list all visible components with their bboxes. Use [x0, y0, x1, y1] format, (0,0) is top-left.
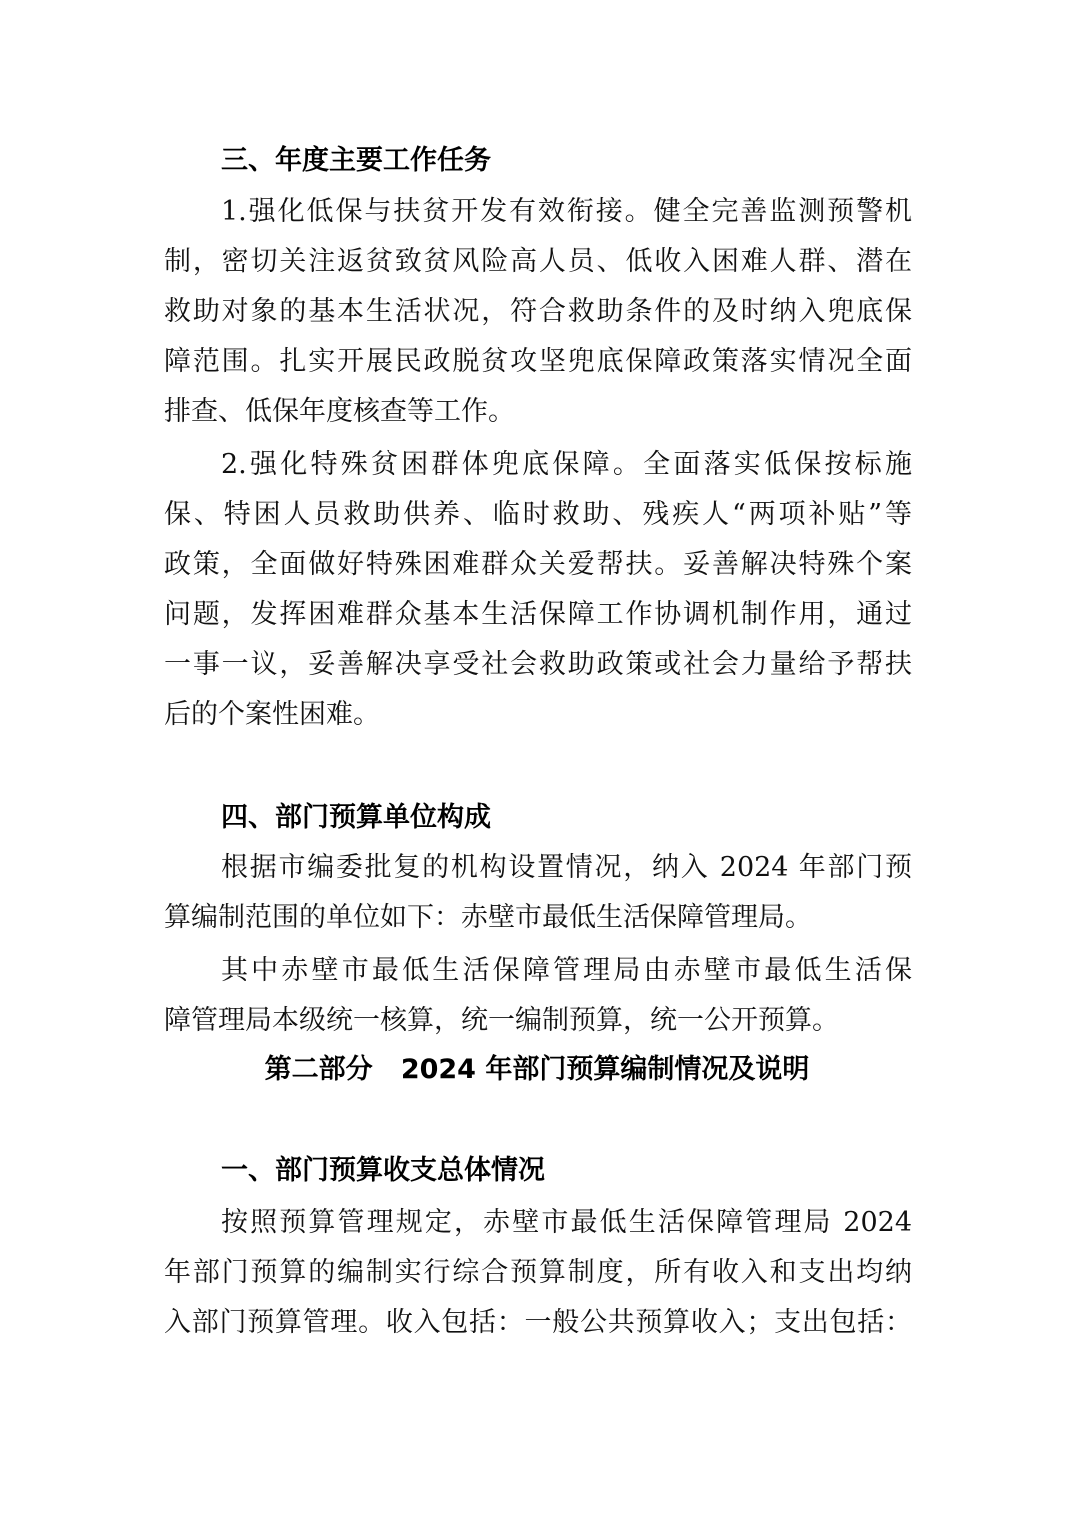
paragraph-line: 1.强化低保与扶贫开发有效衔接。健全完善监测预警机 [221, 196, 912, 227]
section-heading-budget-units: 四、部门预算单位构成 [221, 802, 491, 833]
paragraph-line: 入部门预算管理。收入包括：一般公共预算收入；支出包括： [164, 1307, 912, 1338]
paragraph-line: 算编制范围的单位如下：赤壁市最低生活保障管理局。 [164, 902, 812, 933]
paragraph-line: 其中赤壁市最低生活保障管理局由赤壁市最低生活保 [221, 955, 912, 986]
section-heading-budget-overview: 一、部门预算收支总体情况 [221, 1155, 545, 1186]
paragraph-line: 后的个案性困难。 [164, 699, 380, 730]
paragraph-line: 保、特困人员救助供养、临时救助、残疾人“两项补贴”等 [164, 499, 912, 530]
section-heading-annual-tasks: 三、年度主要工作任务 [221, 145, 491, 176]
paragraph-line: 按照预算管理规定，赤壁市最低生活保障管理局 2024 [221, 1207, 912, 1238]
paragraph-line: 排查、低保年度核查等工作。 [164, 396, 515, 427]
paragraph-line: 政策，全面做好特殊困难群众关爱帮扶。妥善解决特殊个案 [164, 549, 912, 580]
paragraph-line: 制，密切关注返贫致贫风险高人员、低收入困难人群、潜在 [164, 246, 912, 277]
paragraph-line: 障范围。扎实开展民政脱贫攻坚兜底保障政策落实情况全面 [164, 346, 912, 377]
paragraph-line: 年部门预算的编制实行综合预算制度，所有收入和支出均纳 [164, 1257, 912, 1288]
paragraph-line: 根据市编委批复的机构设置情况，纳入 2024 年部门预 [221, 852, 912, 883]
part-two-title: 第二部分 2024 年部门预算编制情况及说明 [264, 1054, 810, 1085]
paragraph-line: 一事一议，妥善解决享受社会救助政策或社会力量给予帮扶 [164, 649, 912, 680]
paragraph-line: 救助对象的基本生活状况，符合救助条件的及时纳入兜底保 [164, 296, 912, 327]
paragraph-line: 障管理局本级统一核算，统一编制预算，统一公开预算。 [164, 1005, 839, 1036]
paragraph-line: 2.强化特殊贫困群体兜底保障。全面落实低保按标施 [221, 449, 912, 480]
paragraph-line: 问题，发挥困难群众基本生活保障工作协调机制作用，通过 [164, 599, 912, 630]
